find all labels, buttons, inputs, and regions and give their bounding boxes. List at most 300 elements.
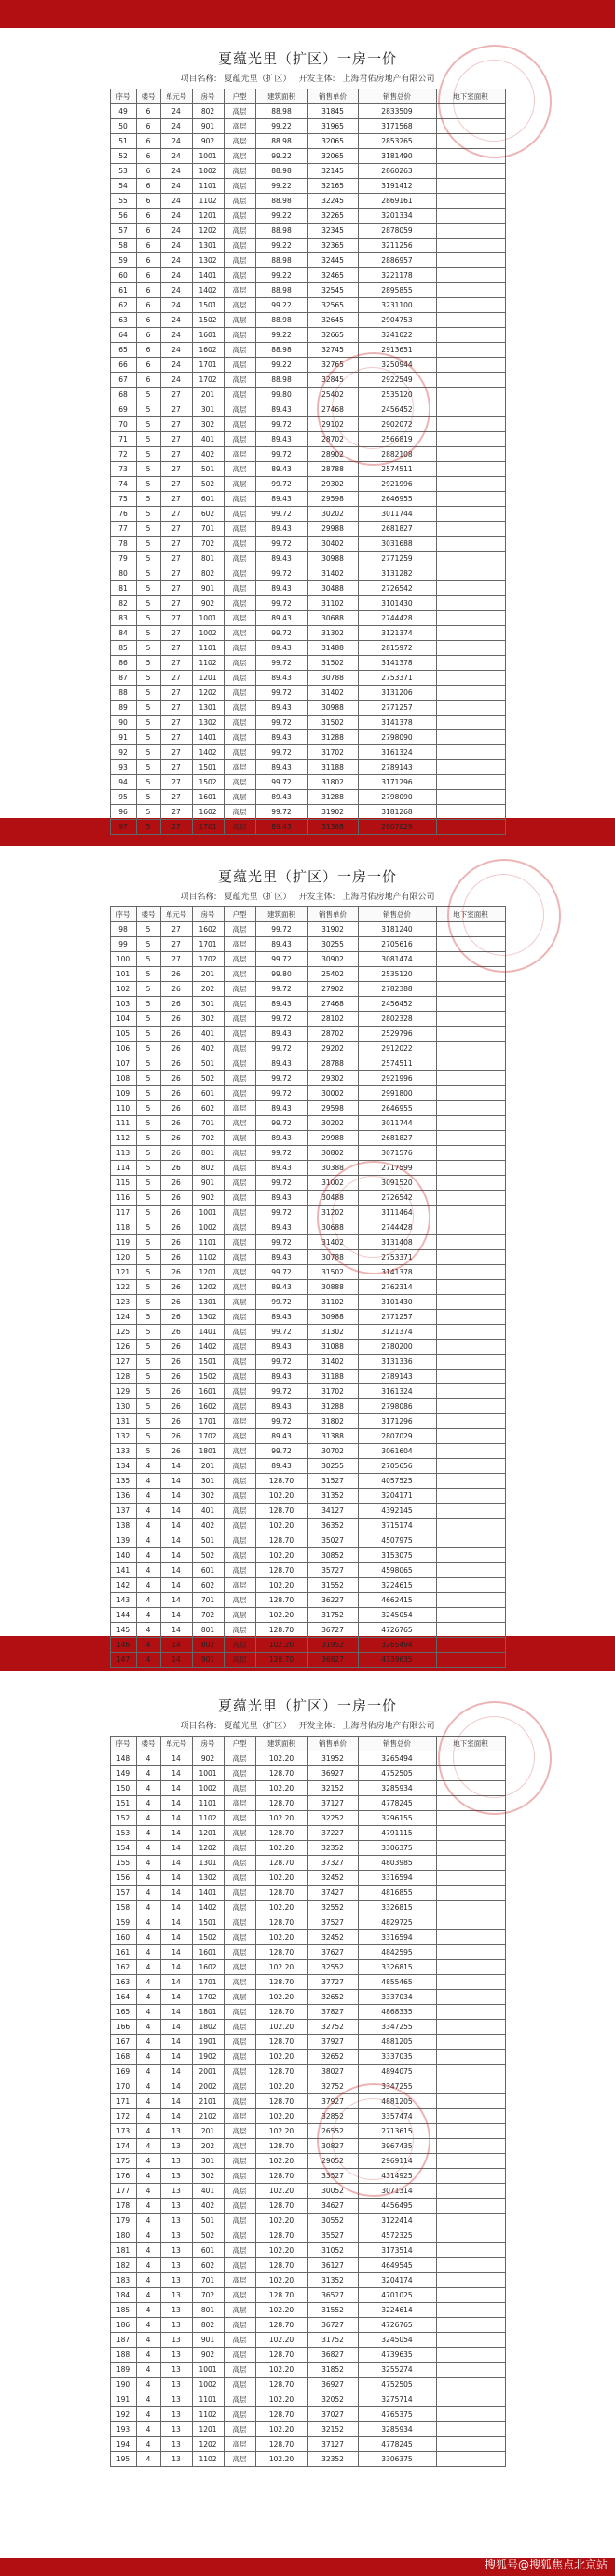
table-cell: 99.72 xyxy=(255,1071,308,1086)
table-cell: 67 xyxy=(110,373,136,388)
table-cell: 1002 xyxy=(192,164,224,179)
table-cell: 602 xyxy=(192,1101,224,1116)
table-cell: 5 xyxy=(136,1101,160,1116)
table-cell: 99.80 xyxy=(255,967,308,982)
table-cell: 502 xyxy=(192,477,224,492)
table-cell: 高层 xyxy=(224,1370,255,1384)
table-row xyxy=(110,1945,505,1960)
table-cell: 高层 xyxy=(224,2169,255,2184)
table-cell: 59 xyxy=(110,253,136,268)
table-cell: 1501 xyxy=(192,298,224,313)
table-cell: 402 xyxy=(192,447,224,462)
table-cell: 102.20 xyxy=(255,2124,308,2139)
table-cell: 128.70 xyxy=(255,2228,308,2243)
table-cell: 高层 xyxy=(224,1444,255,1459)
table-cell: 115 xyxy=(110,1176,136,1191)
table-cell: 99.72 xyxy=(255,745,308,760)
sheet-title: 夏蕴光里（扩区）一房一价 xyxy=(217,50,397,67)
table-cell: 74 xyxy=(110,477,136,492)
table-cell: 14 xyxy=(160,1563,192,1578)
table-cell: 13 xyxy=(160,2303,192,2318)
table-cell: 3011744 xyxy=(358,1116,436,1131)
table-cell: 5 xyxy=(136,775,160,790)
table-cell: 5 xyxy=(136,1042,160,1056)
table-row xyxy=(110,149,505,164)
table-cell: 109 xyxy=(110,1086,136,1101)
basement-area-cell xyxy=(436,2333,505,2348)
table-cell: 27 xyxy=(160,745,192,760)
table-row xyxy=(110,922,505,937)
table-cell: 高层 xyxy=(224,2079,255,2094)
table-row xyxy=(110,760,505,775)
table-cell: 99.22 xyxy=(255,149,308,164)
table-cell: 1701 xyxy=(192,820,224,835)
table-cell: 4 xyxy=(136,2318,160,2333)
table-cell: 13 xyxy=(160,2154,192,2169)
price-sheet-2 xyxy=(37,853,578,1664)
table-cell: 902 xyxy=(192,1191,224,1206)
table-cell: 3275714 xyxy=(358,2392,436,2407)
basement-area-cell xyxy=(436,1429,505,1444)
table-row xyxy=(110,253,505,268)
table-row xyxy=(110,671,505,686)
table-row xyxy=(110,2422,505,2437)
table-cell: 3122414 xyxy=(358,2214,436,2228)
table-cell: 32765 xyxy=(308,358,358,373)
table-row xyxy=(110,805,505,820)
table-cell: 高层 xyxy=(224,2407,255,2422)
table-row xyxy=(110,937,505,952)
table-cell: 602 xyxy=(192,507,224,522)
table-cell: 6 xyxy=(136,328,160,343)
table-cell: 6 xyxy=(136,313,160,328)
header-row xyxy=(110,907,505,922)
table-cell: 3061604 xyxy=(358,1444,436,1459)
table-cell: 99.72 xyxy=(255,1295,308,1310)
table-cell: 102.20 xyxy=(255,1608,308,1623)
table-cell: 高层 xyxy=(224,1519,255,1533)
table-cell: 701 xyxy=(192,522,224,537)
table-cell: 102.20 xyxy=(255,1519,308,1533)
table-cell: 165 xyxy=(110,2005,136,2020)
table-cell: 4881205 xyxy=(358,2035,436,2050)
table-cell: 2002 xyxy=(192,2079,224,2094)
table-row xyxy=(110,1856,505,1871)
table-cell: 26 xyxy=(160,1176,192,1191)
table-cell: 31902 xyxy=(308,922,358,937)
basement-area-cell xyxy=(436,1533,505,1548)
table-cell: 5 xyxy=(136,1012,160,1027)
table-cell: 27 xyxy=(160,775,192,790)
table-cell: 128.70 xyxy=(255,1826,308,1841)
table-cell: 3121374 xyxy=(358,1325,436,1340)
table-cell: 88.98 xyxy=(255,194,308,209)
table-cell: 28702 xyxy=(308,432,358,447)
basement-area-cell xyxy=(436,2214,505,2228)
basement-area-cell xyxy=(436,2169,505,2184)
table-cell: 32052 xyxy=(308,2392,358,2407)
table-cell: 高层 xyxy=(224,1042,255,1056)
table-row xyxy=(110,1340,505,1355)
table-row xyxy=(110,283,505,298)
table-cell: 1101 xyxy=(192,641,224,656)
table-row xyxy=(110,1533,505,1548)
table-cell: 1602 xyxy=(192,805,224,820)
column-header: 地下室面积 xyxy=(436,1737,505,1751)
table-cell: 3357474 xyxy=(358,2109,436,2124)
table-cell: 4 xyxy=(136,2154,160,2169)
table-cell: 64 xyxy=(110,328,136,343)
column-header: 销售单价 xyxy=(308,1737,358,1751)
table-cell: 5 xyxy=(136,402,160,417)
basement-area-cell xyxy=(436,1519,505,1533)
table-cell: 4649545 xyxy=(358,2258,436,2273)
table-cell: 178 xyxy=(110,2199,136,2214)
table-cell: 88.98 xyxy=(255,164,308,179)
table-cell: 6 xyxy=(136,194,160,209)
table-cell: 26552 xyxy=(308,2124,358,2139)
table-cell: 1901 xyxy=(192,2035,224,2050)
price-table xyxy=(110,89,506,835)
table-cell: 201 xyxy=(192,2124,224,2139)
table-cell: 6 xyxy=(136,164,160,179)
basement-area-cell xyxy=(436,1340,505,1355)
table-cell: 2705656 xyxy=(358,1459,436,1474)
table-cell: 89.43 xyxy=(255,701,308,716)
table-cell: 98 xyxy=(110,922,136,937)
table-cell: 26 xyxy=(160,1414,192,1429)
basement-area-cell xyxy=(436,1176,505,1191)
table-cell: 3221178 xyxy=(358,268,436,283)
table-cell: 1502 xyxy=(192,1930,224,1945)
table-cell: 1402 xyxy=(192,1340,224,1355)
table-cell: 502 xyxy=(192,1548,224,1563)
table-row xyxy=(110,1990,505,2005)
table-cell: 4816855 xyxy=(358,1886,436,1901)
table-cell: 29988 xyxy=(308,1131,358,1146)
table-cell: 102.20 xyxy=(255,2050,308,2065)
table-cell: 32452 xyxy=(308,1871,358,1886)
table-cell: 高层 xyxy=(224,209,255,224)
table-cell: 31502 xyxy=(308,1265,358,1280)
basement-area-cell xyxy=(436,313,505,328)
basement-area-cell xyxy=(436,982,505,997)
table-cell: 高层 xyxy=(224,1295,255,1310)
table-cell: 26 xyxy=(160,1235,192,1250)
table-cell: 89.43 xyxy=(255,1131,308,1146)
table-cell: 79 xyxy=(110,552,136,566)
table-row xyxy=(110,268,505,283)
table-cell: 2456452 xyxy=(358,997,436,1012)
table-cell: 31352 xyxy=(308,2273,358,2288)
table-cell: 高层 xyxy=(224,1414,255,1429)
table-cell: 1201 xyxy=(192,671,224,686)
table-cell: 901 xyxy=(192,1176,224,1191)
table-cell: 113 xyxy=(110,1146,136,1161)
table-cell: 2705616 xyxy=(358,937,436,952)
column-header: 销售单价 xyxy=(308,89,358,104)
table-cell: 93 xyxy=(110,760,136,775)
table-cell: 高层 xyxy=(224,283,255,298)
table-row xyxy=(110,492,505,507)
table-cell: 153 xyxy=(110,1826,136,1841)
table-cell: 5 xyxy=(136,1220,160,1235)
table-row xyxy=(110,1930,505,1945)
table-cell: 1301 xyxy=(192,701,224,716)
table-cell: 99.72 xyxy=(255,1444,308,1459)
table-cell: 99.72 xyxy=(255,566,308,581)
table-row xyxy=(110,194,505,209)
table-cell: 37427 xyxy=(308,1886,358,1901)
table-cell: 2802328 xyxy=(358,1012,436,1027)
table-cell: 2853265 xyxy=(358,134,436,149)
table-cell: 高层 xyxy=(224,298,255,313)
table-cell: 88.98 xyxy=(255,343,308,358)
table-row xyxy=(110,716,505,730)
table-cell: 501 xyxy=(192,1533,224,1548)
table-row xyxy=(110,1459,505,1474)
table-row xyxy=(110,2318,505,2333)
table-cell: 高层 xyxy=(224,2228,255,2243)
table-cell: 102.20 xyxy=(255,2392,308,2407)
table-row xyxy=(110,1796,505,1811)
table-cell: 1201 xyxy=(192,1826,224,1841)
basement-area-cell xyxy=(436,2079,505,2094)
basement-area-cell xyxy=(436,2020,505,2035)
table-cell: 176 xyxy=(110,2169,136,2184)
basement-area-cell xyxy=(436,1384,505,1399)
table-cell: 13 xyxy=(160,2258,192,2273)
table-cell: 5 xyxy=(136,997,160,1012)
table-cell: 高层 xyxy=(224,656,255,671)
table-cell: 128.70 xyxy=(255,1533,308,1548)
table-cell: 128.70 xyxy=(255,2318,308,2333)
table-row xyxy=(110,1355,505,1370)
source-watermark: 搜狐号@搜狐焦点北京站 xyxy=(484,2558,608,2571)
table-cell: 13 xyxy=(160,2169,192,2184)
price-sheet-3 xyxy=(37,1683,578,2549)
table-cell: 高层 xyxy=(224,328,255,343)
table-cell: 89.43 xyxy=(255,1161,308,1176)
table-cell: 高层 xyxy=(224,1990,255,2005)
table-cell: 1101 xyxy=(192,1796,224,1811)
table-cell: 4 xyxy=(136,2184,160,2199)
table-cell: 26 xyxy=(160,1161,192,1176)
table-row xyxy=(110,1519,505,1533)
table-cell: 2798086 xyxy=(358,1399,436,1414)
table-cell: 高层 xyxy=(224,1474,255,1489)
table-cell: 128.70 xyxy=(255,2199,308,2214)
table-cell: 13 xyxy=(160,2378,192,2392)
table-cell: 73 xyxy=(110,462,136,477)
table-cell: 99.80 xyxy=(255,388,308,402)
table-cell: 4765375 xyxy=(358,2407,436,2422)
table-cell: 31052 xyxy=(308,2243,358,2258)
table-cell: 高层 xyxy=(224,581,255,596)
table-cell: 5 xyxy=(136,447,160,462)
table-cell: 102.20 xyxy=(255,2243,308,2258)
table-cell: 高层 xyxy=(224,2199,255,2214)
table-cell: 37827 xyxy=(308,2005,358,2020)
table-cell: 36727 xyxy=(308,1623,358,1638)
table-cell: 99.72 xyxy=(255,952,308,967)
table-cell: 13 xyxy=(160,2288,192,2303)
table-cell: 6 xyxy=(136,209,160,224)
table-cell: 32445 xyxy=(308,253,358,268)
basement-area-cell xyxy=(436,1975,505,1990)
table-cell: 102.20 xyxy=(255,2184,308,2199)
table-row xyxy=(110,417,505,432)
table-cell: 49 xyxy=(110,104,136,119)
table-cell: 3153075 xyxy=(358,1548,436,1563)
table-cell: 99.72 xyxy=(255,477,308,492)
table-cell: 4 xyxy=(136,2407,160,2422)
table-cell: 102.20 xyxy=(255,1930,308,1945)
table-cell: 89.43 xyxy=(255,581,308,596)
table-cell: 36227 xyxy=(308,1593,358,1608)
table-cell: 36827 xyxy=(308,2348,358,2363)
table-cell: 24 xyxy=(160,253,192,268)
table-cell: 2713615 xyxy=(358,2124,436,2139)
price-sheet-1 xyxy=(37,35,578,831)
table-cell: 89.43 xyxy=(255,1220,308,1235)
table-cell: 129 xyxy=(110,1384,136,1399)
table-cell: 57 xyxy=(110,224,136,239)
table-row xyxy=(110,2050,505,2065)
basement-area-cell xyxy=(436,1608,505,1623)
column-header: 房号 xyxy=(192,907,224,922)
table-cell: 4 xyxy=(136,2124,160,2139)
table-cell: 4 xyxy=(136,1563,160,1578)
table-cell: 14 xyxy=(160,1796,192,1811)
table-cell: 5 xyxy=(136,492,160,507)
table-cell: 31845 xyxy=(308,104,358,119)
table-cell: 4 xyxy=(136,2139,160,2154)
table-cell: 高层 xyxy=(224,1781,255,1796)
table-cell: 36352 xyxy=(308,1519,358,1533)
table-row xyxy=(110,641,505,656)
company-seal-stamp xyxy=(447,859,561,973)
table-cell: 31388 xyxy=(308,1429,358,1444)
basement-area-cell xyxy=(436,1071,505,1086)
basement-area-cell xyxy=(436,1474,505,1489)
table-cell: 14 xyxy=(160,1886,192,1901)
table-cell: 高层 xyxy=(224,358,255,373)
company-seal-stamp xyxy=(317,352,430,466)
basement-area-cell xyxy=(436,328,505,343)
table-cell: 89.43 xyxy=(255,552,308,566)
table-cell: 27468 xyxy=(308,997,358,1012)
table-cell: 14 xyxy=(160,2109,192,2124)
table-cell: 32452 xyxy=(308,1930,358,1945)
basement-area-cell xyxy=(436,1444,505,1459)
table-cell: 90 xyxy=(110,716,136,730)
table-cell: 3101430 xyxy=(358,596,436,611)
table-cell: 高层 xyxy=(224,1886,255,1901)
table-row xyxy=(110,1325,505,1340)
table-cell: 56 xyxy=(110,209,136,224)
table-cell: 高层 xyxy=(224,1811,255,1826)
table-cell: 35727 xyxy=(308,1563,358,1578)
table-cell: 13 xyxy=(160,2452,192,2467)
table-cell: 4 xyxy=(136,2363,160,2378)
basement-area-cell xyxy=(436,1399,505,1414)
table-cell: 89.43 xyxy=(255,730,308,745)
basement-area-cell xyxy=(436,224,505,239)
table-cell: 99.72 xyxy=(255,537,308,552)
table-cell: 3296155 xyxy=(358,1811,436,1826)
basement-area-cell xyxy=(436,805,505,820)
table-cell: 24 xyxy=(160,149,192,164)
table-cell: 80 xyxy=(110,566,136,581)
table-cell: 168 xyxy=(110,2050,136,2065)
column-header: 户型 xyxy=(224,1737,255,1751)
table-cell: 1402 xyxy=(192,283,224,298)
table-cell: 36927 xyxy=(308,2378,358,2392)
table-cell: 3081474 xyxy=(358,952,436,967)
table-row xyxy=(110,2243,505,2258)
table-cell: 高层 xyxy=(224,2437,255,2452)
table-cell: 13 xyxy=(160,2199,192,2214)
table-cell: 25402 xyxy=(308,967,358,982)
project-value: 夏蕴光里（扩区） xyxy=(224,75,292,84)
table-cell: 27 xyxy=(160,581,192,596)
table-cell: 202 xyxy=(192,982,224,997)
basement-area-cell xyxy=(436,2005,505,2020)
basement-area-cell xyxy=(436,1489,505,1504)
table-cell: 4 xyxy=(136,2243,160,2258)
table-cell: 301 xyxy=(192,1474,224,1489)
table-cell: 27 xyxy=(160,402,192,417)
developer-value: 上海君佑房地产有限公司 xyxy=(342,1722,435,1731)
table-cell: 高层 xyxy=(224,922,255,937)
table-cell: 4 xyxy=(136,1811,160,1826)
table-cell: 14 xyxy=(160,1548,192,1563)
table-cell: 50 xyxy=(110,119,136,134)
project-label: 项目名称: xyxy=(180,893,217,902)
table-cell: 131 xyxy=(110,1414,136,1429)
table-cell: 4 xyxy=(136,2273,160,2288)
table-cell: 99.22 xyxy=(255,298,308,313)
table-cell: 27 xyxy=(160,820,192,835)
table-cell: 58 xyxy=(110,239,136,253)
table-cell: 128.70 xyxy=(255,1915,308,1930)
table-row xyxy=(110,1578,505,1593)
table-cell: 99.72 xyxy=(255,775,308,790)
table-cell: 1001 xyxy=(192,2363,224,2378)
basement-area-cell xyxy=(436,179,505,194)
table-cell: 27 xyxy=(160,522,192,537)
table-cell: 2102 xyxy=(192,2109,224,2124)
table-row xyxy=(110,1384,505,1399)
table-cell: 26 xyxy=(160,1340,192,1355)
table-cell: 27 xyxy=(160,656,192,671)
basement-area-cell xyxy=(436,656,505,671)
basement-area-cell xyxy=(436,1930,505,1945)
table-cell: 1602 xyxy=(192,922,224,937)
table-cell: 36127 xyxy=(308,2258,358,2273)
table-cell: 3316594 xyxy=(358,1930,436,1945)
table-cell: 30988 xyxy=(308,1310,358,1325)
column-header: 销售单价 xyxy=(308,907,358,922)
table-cell: 102.20 xyxy=(255,2154,308,2169)
table-cell: 180 xyxy=(110,2228,136,2243)
table-cell: 4 xyxy=(136,2258,160,2273)
basement-area-cell xyxy=(436,1325,505,1340)
table-cell: 128.70 xyxy=(255,2288,308,2303)
table-cell: 902 xyxy=(192,1751,224,1766)
table-cell: 14 xyxy=(160,2035,192,2050)
